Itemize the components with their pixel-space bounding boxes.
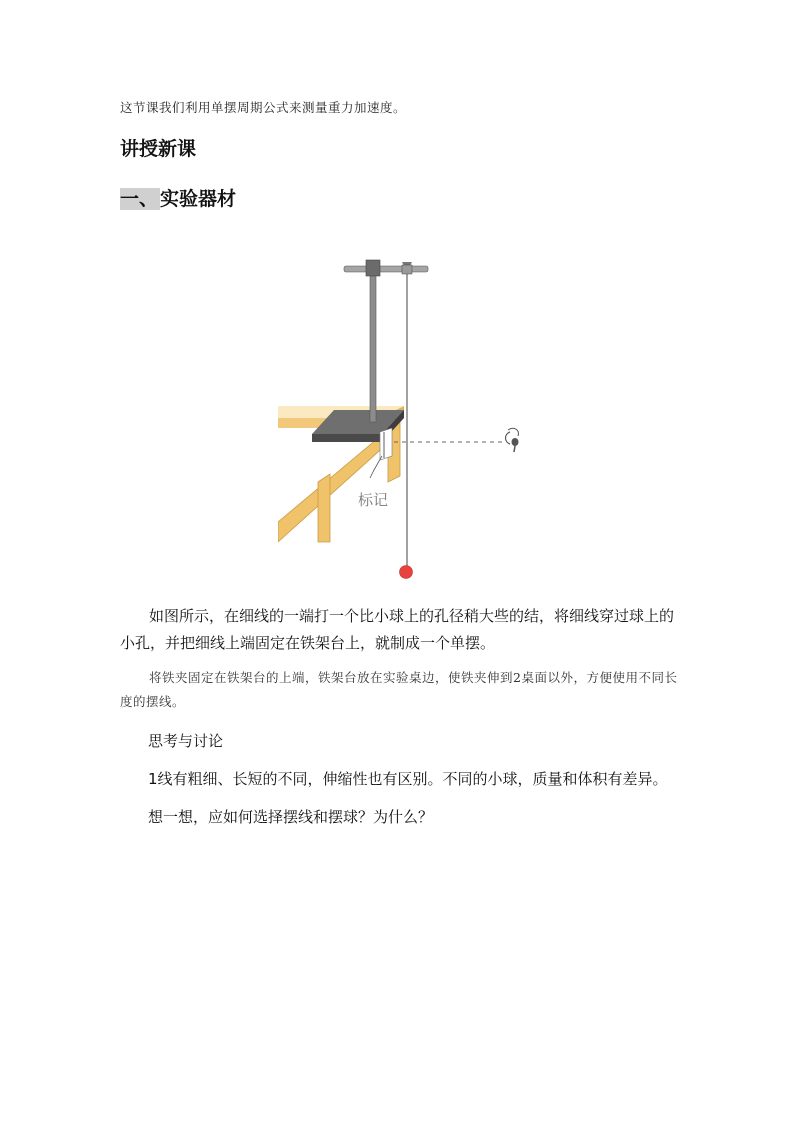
paragraph-2: 将铁夹固定在铁架台的上端，铁架台放在实验桌边，使铁夹伸到2桌面以外，方便使用不同长度的摆线。 [120,670,678,709]
stand-base-edge [312,434,382,442]
mark-pointer [370,456,382,478]
pendulum-bob [400,566,413,579]
eye-icon [506,428,519,452]
stand-rod [370,262,376,422]
section-heading [120,184,236,211]
pendulum-figure [278,252,538,584]
section-number: 一、 [120,188,159,210]
pendulum-diagram [278,252,538,584]
mark-paper [380,428,392,460]
intro-text: 这节课我们利用单摆周期公式来测量重力加速度。 [120,100,407,115]
lesson-heading: 讲授新课 [120,138,197,160]
paragraph-1: 如图所示，在细线的一端打一个比小球上的孔径稍大些的结，将细线穿过球上的小孔，并把细线上端固定在铁架台上，就制成一个单摆。 [120,607,675,652]
string-clamp [402,265,412,274]
clamp-block [366,260,380,276]
section-title: 实验器材 [160,188,237,210]
discussion-item-2: 想一想，应如何选择摆线和摆球？为什么？ [148,808,434,826]
mark-label: 标记 [358,491,389,509]
discussion-item-1: 1线有粗细、长短的不同，伸缩性也有区别。不同的小球，质量和体积有差异。 [148,770,668,788]
discussion-title: 思考与讨论 [148,732,224,750]
table-leg [318,474,330,542]
clamp-rod [344,266,428,272]
